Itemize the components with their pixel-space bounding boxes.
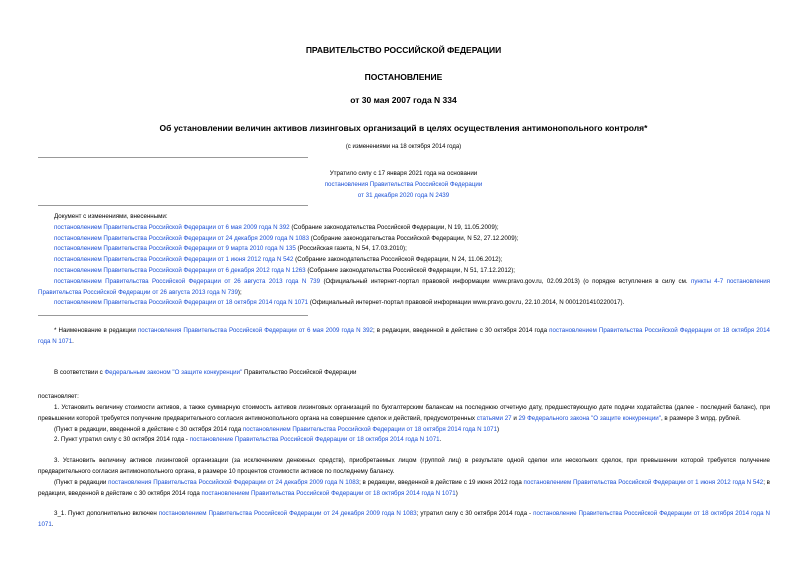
amendments-intro: Документ с изменениями, внесенными: [54,213,168,220]
amendment-item: постановлением Правительства Российской Федерации от 6 мая 2009 года N 392 (Собрание законодательства Российской Федерации, N 19, 11.05.2009); [54,223,499,231]
lost-force-link[interactable]: постановления Правительства Российской Федерации [324,181,483,188]
document-type: ПОСТАНОВЛЕНИЕ [364,72,443,82]
amendments-block [38,212,770,309]
footnote-link[interactable]: постановления Правительства Российской Федерации от 6 мая 2009 года N 392 [137,327,373,334]
paragraph-3-1: 3_1. Пункт дополнительно включен постановлением Правительства Российской Федерации от 24 декабря 2009 года N 1083; утратил силу с 30 октября 2014 года - постановление Правительства Российской Федерации от 18 октября 2014 года N 1071. [38,510,770,529]
law-link[interactable]: Федеральным законом "О защите конкуренции" [104,369,243,376]
changes-note: (с изменениями на 18 октября 2014 года) [345,144,462,150]
amendment-link[interactable]: постановлением Правительства Российской Федерации от 6 мая 2009 года N 392 [54,223,290,231]
amendment-item: постановлением Правительства Российской Федерации от 26 августа 2013 года N 739 (Официальный интернет-портал правовой информации www.pravo.gov.ru, 02.09.2013) (о порядке вступления в силу см. пункты 4-7 постановления Правительства Российской Федерации от 26 августа 2013 года N 739); [38,277,770,296]
divider [38,157,308,158]
amendment-link[interactable]: постановлением Правительства Российской Федерации от 6 декабря 2012 года N 1263 [54,266,306,274]
paragraph-2: 2. Пункт утратил силу с 30 октября 2014 года - постановление Правительства Российской Федерации от 18 октября 2014 года N 1071. [54,436,442,444]
document-title: Об установлении величин активов лизинговых организаций в целях осуществления антимонопольного контроля* [159,123,648,133]
amendment-link[interactable]: постановлением Правительства Российской Федерации от 24 декабря 2009 года N 1083 [54,234,310,242]
amendment-link[interactable]: постановлением Правительства Российской Федерации от 26 августа 2013 года N 739 [54,277,321,285]
amendment-link[interactable]: постановлением Правительства Российской Федерации от 1 июня 2012 года N 542 [54,256,294,264]
body-paragraphs [38,403,770,531]
resolves: постановляет: [38,393,79,400]
lost-force-text: Утратило силу с 17 января 2021 года на основании [329,170,478,177]
paragraph-3: 3. Установить величину активов лизинговой организации (за исключением денежных средств), приобретаемых лицом (группой лиц) в результате одной сделки или нескольких сделок, при превышении которой требуется получение предварительного согласия антимонопольного органа, в размере 10 процентов стоимости активов по последнему балансу. [38,457,770,475]
paragraph-1: 1. Установить величину стоимости активов, а также суммарную стоимость активов лизинговых организаций по бухгалтерским балансам на последнюю отчетную дату, предшествующую дате подачи ходатайства (далее - последний баланс), при превышении которой требуется получение предварительного согласия антимонопольного органа на совершение сделок и действий, предусмотренных статьями 27 и 29 Федерального закона "О защите конкуренции", в размере 3 млрд. рублей. [38,404,770,422]
amendment-link-effective[interactable]: пункты 4-7 постановления Правительства Российской Федерации от 26 августа 2013 года N 739 [38,277,770,296]
amendment-item: постановлением Правительства Российской Федерации от 18 октября 2014 года N 1071 (Официальный интернет-портал правовой информации www.pravo.gov.ru, 22.10.2014, N 0001201410220017). [54,299,625,307]
amendment-link[interactable]: постановлением Правительства Российской Федерации от 18 октября 2014 года N 1071 [54,299,309,307]
note-link[interactable]: постановлением Правительства Российской Федерации от 18 октября 2014 года N 1071 [201,489,456,497]
article-link[interactable]: статьями 27 [476,414,512,422]
divider [38,205,308,206]
document-date-number: от 30 мая 2007 года N 334 [350,95,457,105]
government-heading: ПРАВИТЕЛЬСТВО РОССИЙСКОЙ ФЕДЕРАЦИИ [305,45,502,55]
paragraph-1-note: (Пункт в редакции, введенной в действие с 30 октября 2014 года постановлением Правительства Российской Федерации от 18 октября 2014 года N 1071) [54,425,500,433]
paragraph-3-note: (Пункт в редакции постановления Правительства Российской Федерации от 24 декабря 2009 года N 1083; в редакции, введенной в действие с 19 июня 2012 года постановлением Правительства Российской Федерации от 1 июня 2012 года N 542; в редакции, введенной в действие с 30 октября 2014 года постановлением Правительства Российской Федерации от 18 октября 2014 года N 1071) [38,478,770,497]
note-link[interactable]: постановления Правительства Российской Федерации от 24 декабря 2009 года N 1083 [108,478,360,486]
note-link[interactable]: постановлением Правительства Российской Федерации от 24 декабря 2009 года N 1083 [158,510,417,518]
amendment-item: постановлением Правительства Российской Федерации от 6 декабря 2012 года N 1263 (Собрание законодательства Российской Федерации, N 51, 17.12.2012); [54,266,516,274]
amendment-item: постановлением Правительства Российской Федерации от 1 июня 2012 года N 542 (Собрание законодательства Российской Федерации, N 24, 11.06.2012); [54,256,503,264]
lost-force-block [0,168,807,201]
amendment-item: постановлением Правительства Российской Федерации от 24 декабря 2009 года N 1083 (Собрание законодательства Российской Федерации, N 52, 27.12.2009); [54,234,519,242]
footnote-link[interactable]: постановлением Правительства Российской Федерации от 18 октября 2014 года N 1071 [38,327,770,345]
article-link[interactable]: 29 Федерального закона "О защите конкуренции" [518,414,661,422]
note-link[interactable]: постановлением Правительства Российской Федерации от 18 октября 2014 года N 1071 [242,425,498,433]
amendment-link[interactable]: постановлением Правительства Российской Федерации от 9 марта 2010 года N 135 [54,245,296,253]
lost-force-link-date[interactable]: от 31 декабря 2020 года N 2439 [357,192,450,199]
note-link[interactable]: постановление Правительства Российской Федерации от 18 октября 2014 года N 1071 [189,436,440,444]
note-link[interactable]: постановление Правительства Российской Федерации от 18 октября 2014 года N 1071 [38,510,770,529]
preamble: В соответствии с Федеральным законом "О защите конкуренции" Правительство Российской Федерации [54,369,357,376]
note-link[interactable]: постановлением Правительства Российской Федерации от 1 июня 2012 года N 542 [523,478,764,486]
divider [38,315,308,316]
amendment-item: постановлением Правительства Российской Федерации от 9 марта 2010 года N 135 (Российская газета, N 54, 17.03.2010); [54,245,407,253]
footnote: * Наименование в редакции постановления Правительства Российской Федерации от 6 мая 2009 года N 392; в редакции, введенной в действие с 30 октября 2014 года постановлением Правительства Российской Федерации от 18 октября 2014 года N 1071. [38,327,770,345]
